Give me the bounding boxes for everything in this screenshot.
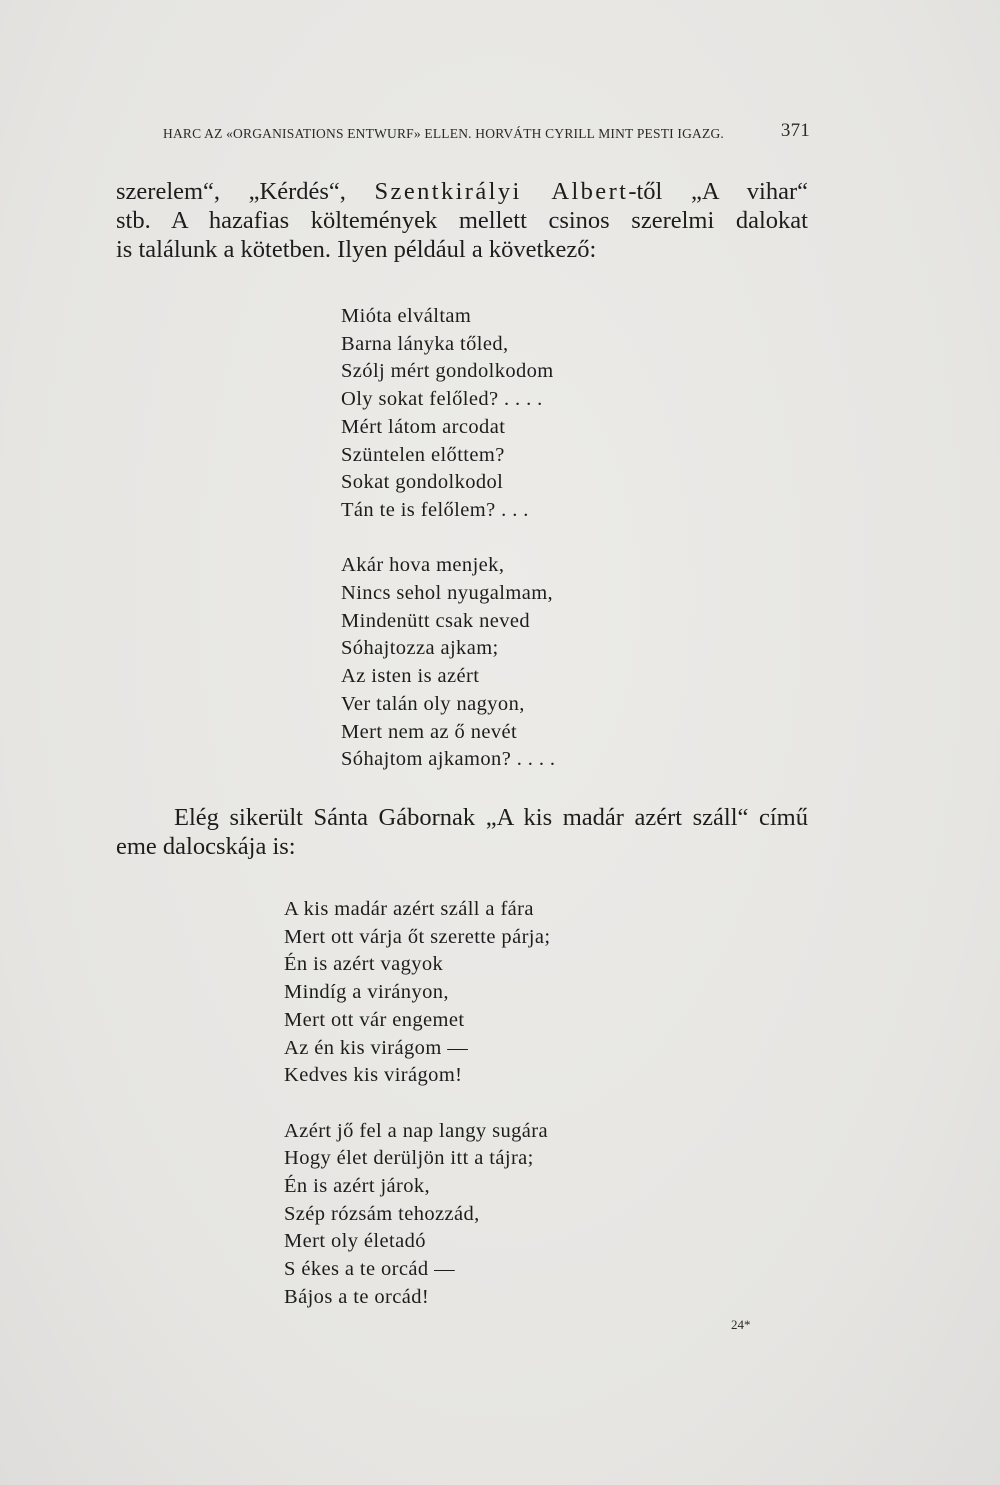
- author-name-spaced: Szentkirályi Albert: [374, 178, 629, 205]
- paragraph-line-3: is találunk a kötetben. Ilyen például a következő:: [116, 236, 597, 263]
- poem-line: Az én kis virágom —: [284, 1036, 469, 1059]
- poem-line: Mért látom arcodat: [341, 415, 506, 438]
- poem-line: Szólj mért gondolkodom: [341, 360, 554, 383]
- poem-line: Sóhajtozza ajkam;: [341, 637, 499, 660]
- page-number: 371: [780, 120, 810, 141]
- poem-2-stanza-1: [284, 896, 551, 1090]
- poem-line: Hogy élet derüljön itt a tájra;: [284, 1147, 534, 1170]
- paragraph-line-1-part-a: szerelem“, „Kérdés“,: [116, 178, 375, 205]
- poem-line: Kedves kis virágom!: [284, 1064, 463, 1087]
- paragraph-text: Elég sikerült Sánta Gábornak „A kis madár azért száll“ című eme dalocskája is:: [116, 804, 808, 860]
- poem-2-stanza-2: [284, 1118, 551, 1312]
- poem-1-stanza-2: [341, 552, 555, 774]
- intro-paragraph: [116, 177, 808, 264]
- poem-line: Sokat gondolkodol: [341, 471, 504, 494]
- poem-line: Az isten is azért: [341, 665, 480, 688]
- poem-1: [341, 303, 555, 774]
- poem-line: Akár hova menjek,: [341, 554, 505, 577]
- poem-line: Ver talán oly nagyon,: [341, 692, 525, 715]
- poem-2: [284, 896, 551, 1312]
- poem-line: Nincs sehol nyugalmam,: [341, 582, 554, 605]
- signature-mark: 24*: [731, 1317, 751, 1332]
- poem-line: Én is azért járok,: [284, 1175, 431, 1198]
- poem-line: Azért jő fel a nap langy sugára: [284, 1119, 548, 1142]
- poem-line: S ékes a te orcád —: [284, 1258, 455, 1281]
- poem-line: Oly sokat felőled? . . . .: [341, 388, 543, 411]
- paragraph-line-1: [116, 177, 808, 206]
- poem-line: Barna lányka tőled,: [341, 332, 509, 355]
- poem-line: Szép rózsám tehozzád,: [284, 1202, 480, 1225]
- poem-line: Mióta elváltam: [341, 305, 472, 327]
- poem-1-stanza-1: [341, 303, 555, 525]
- poem-line: Bájos a te orcád!: [284, 1285, 430, 1308]
- poem-line: Sóhajtom ajkamon? . . . .: [341, 748, 556, 771]
- poem-line: Tán te is felőlem? . . .: [341, 498, 529, 521]
- second-paragraph: [116, 803, 808, 861]
- poem-line: Mert oly életadó: [284, 1230, 426, 1253]
- poem-line: Én is azért vagyok: [284, 953, 444, 976]
- poem-line: Mindenütt csak neved: [341, 609, 531, 632]
- poem-line: A kis madár azért száll a fára: [284, 898, 534, 920]
- poem-line: Mindíg a virányon,: [284, 981, 449, 1004]
- poem-line: Mert ott várja őt szerette párja;: [284, 925, 551, 948]
- poem-line: Szüntelen előttem?: [341, 443, 505, 466]
- poem-line: Mert ott vár engemet: [284, 1008, 465, 1031]
- running-head-title: HARC AZ «ORGANISATIONS ENTWURF» ELLEN. HORVÁTH CYRILL MINT PESTI IGAZG.: [163, 126, 724, 141]
- paragraph-line-1-part-c: -től „A vihar“: [628, 178, 808, 205]
- poem-line: Mert nem az ő nevét: [341, 720, 518, 743]
- paragraph-line-2: stb. A hazafias költemények mellett csinos szerelmi dalokat: [116, 207, 808, 234]
